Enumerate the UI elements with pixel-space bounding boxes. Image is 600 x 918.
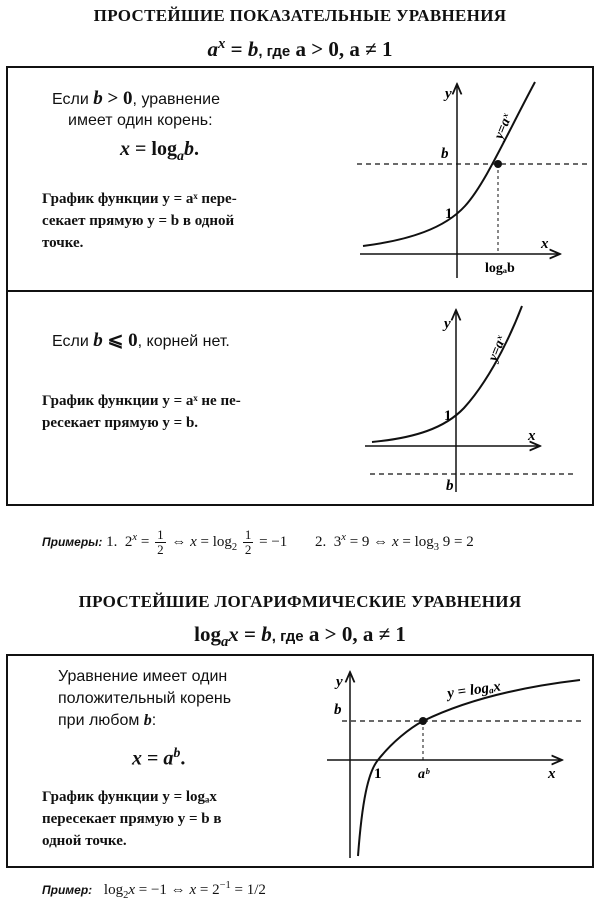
box3-log-curve [358, 680, 580, 856]
box1-graph-text-3: точке. [42, 235, 84, 251]
box2-curve-label: y=aˣ [485, 333, 510, 364]
section2-title: ПРОСТЕЙШИЕ ЛОГАРИФМИЧЕСКИЕ УРАВНЕНИЯ [78, 592, 522, 611]
box3-curve-label: y = logₐx [446, 678, 502, 702]
box3-graph [322, 662, 590, 862]
box1-one-label: 1 [445, 206, 453, 222]
box3-lines [58, 666, 231, 732]
section1-condition: a > 0, a ≠ 1 [295, 37, 393, 61]
box2-y-label: y [444, 316, 451, 332]
box3-xroot-label: aᵇ [418, 767, 430, 782]
box3-x-label: x [548, 766, 556, 782]
box2-b-label: b [446, 478, 454, 494]
box3-graph-text [42, 786, 221, 852]
section2-where: , где [271, 628, 304, 645]
example-label: Пример: [42, 883, 93, 897]
box3-line-1: Уравнение имеет один [58, 668, 228, 685]
box3-root-formula: $x = a^b$. [132, 746, 186, 770]
box1-b-label: b [441, 146, 449, 162]
box1-x-label: x [541, 236, 549, 252]
box2-condition-line: Если b ⩽ 0, корней нет. [52, 330, 230, 351]
box1-graph-text-2: секает прямую y = b в одной [42, 213, 235, 229]
box1-graph [355, 78, 590, 286]
box1-condition-line: Если b > 0, уравнение [52, 88, 220, 109]
box2-one-label: 1 [444, 408, 452, 424]
box3-one-label: 1 [374, 766, 382, 782]
section1-title: ПРОСТЕЙШИЕ ПОКАЗАТЕЛЬНЫЕ УРАВНЕНИЯ [93, 6, 507, 25]
box3-graph-text-2: пересекает прямую y = b в [42, 811, 222, 827]
box1-xroot-label: logₐb [485, 261, 515, 276]
box2-graph-text-2: ресекает прямую y = b. [42, 415, 199, 431]
section1-where: , где [258, 43, 291, 60]
box1-y-label: y [445, 86, 452, 102]
section2-condition: a > 0, a ≠ 1 [308, 622, 406, 646]
box3-graph-text-1: График функции y = logₐx [42, 789, 217, 805]
box1-root-formula: $x = \log_ab$. [120, 138, 199, 164]
box1-curve-label: y=aˣ [491, 111, 516, 142]
section1-examples [42, 528, 474, 557]
box3-graph-text-3: одной точке. [42, 833, 127, 849]
box1-line2: имеет один корень: [68, 112, 213, 129]
box3-line-3: при любом b: [58, 712, 157, 729]
box1-intersection-point [494, 160, 502, 168]
examples-label: Примеры: [42, 534, 103, 549]
section1-formula: $a^x = b$, где a > 0, a ≠ 1 [207, 36, 393, 61]
box3-b-label: b [334, 702, 342, 718]
box2-x-label: x [528, 428, 536, 444]
box3-y-label: y [336, 674, 343, 690]
box3-line-2: положительный корень [58, 690, 232, 707]
box2-graph-text [42, 390, 241, 434]
box1-graph-text [42, 188, 237, 254]
box1-graph-text-1: График функции y = aˣ пере- [42, 191, 237, 207]
example1: 1. $2^x$ = $\frac{1}{2}$ ⇔ $x = \log_2$ $\frac{1}{2}$ = −1 [106, 527, 292, 557]
example3: $\log_2x = -1$ ⇔ $x = 2^{-1} = 1/2$ [103, 880, 266, 901]
box2-graph-text-1: График функции y = aˣ не пе- [42, 393, 241, 409]
box2-graph [360, 300, 590, 500]
section2-formula: $\log_ax = b$, где a > 0, a ≠ 1 [194, 622, 406, 651]
box3-intersection-point [419, 717, 427, 725]
section2-example [42, 880, 266, 901]
example2: 2. $3^x = 9$ ⇔ $x = \log_3 9 = 2$ [315, 531, 474, 553]
